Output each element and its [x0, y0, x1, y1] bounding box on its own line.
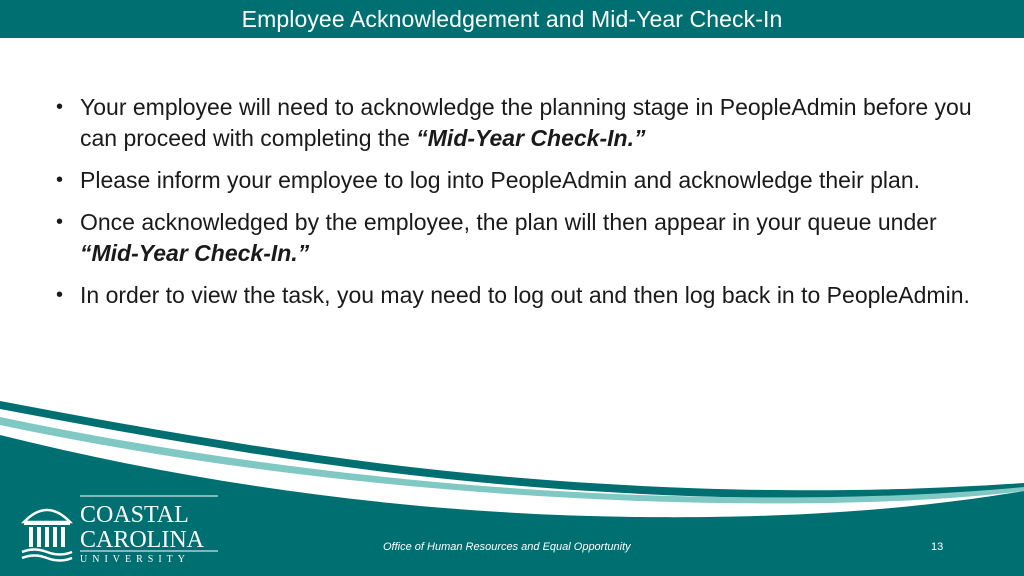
footer-office: Office of Human Resources and Equal Opportunity	[383, 541, 631, 553]
logo-line-2: CAROLINA	[80, 527, 204, 553]
bullet-emphasis: “Mid-Year Check-In.”	[416, 125, 646, 151]
university-columns-logo-icon	[20, 492, 220, 564]
slide-title: Employee Acknowledgement and Mid-Year Check-In	[241, 6, 783, 32]
bullet-dot: •	[56, 96, 64, 118]
bullet-item	[56, 165, 986, 196]
logo-line-3: UNIVERSITY	[80, 554, 190, 564]
bullet-list	[56, 92, 986, 322]
bullet-item	[56, 207, 986, 269]
bullet-item	[56, 92, 986, 154]
bullet-dot: •	[56, 211, 64, 233]
bullet-text: Please inform your employee to log into PeopleAdmin and acknowledge their plan.	[80, 167, 921, 193]
page-number: 13	[931, 541, 944, 553]
bullet-dot: •	[56, 169, 64, 191]
logo-line-1: COASTAL	[80, 502, 189, 528]
bullet-text: Your employee will need to acknowledge the planning stage in PeopleAdmin before you can proceed with completing the	[80, 94, 972, 151]
bullet-item	[56, 280, 986, 311]
bullet-text: Once acknowledged by the employee, the plan will then appear in your queue under	[80, 209, 937, 235]
bullet-emphasis: “Mid-Year Check-In.”	[80, 240, 310, 266]
bullet-text: In order to view the task, you may need to log out and then log back in to PeopleAdmin.	[80, 282, 970, 308]
bullet-dot: •	[56, 284, 64, 306]
